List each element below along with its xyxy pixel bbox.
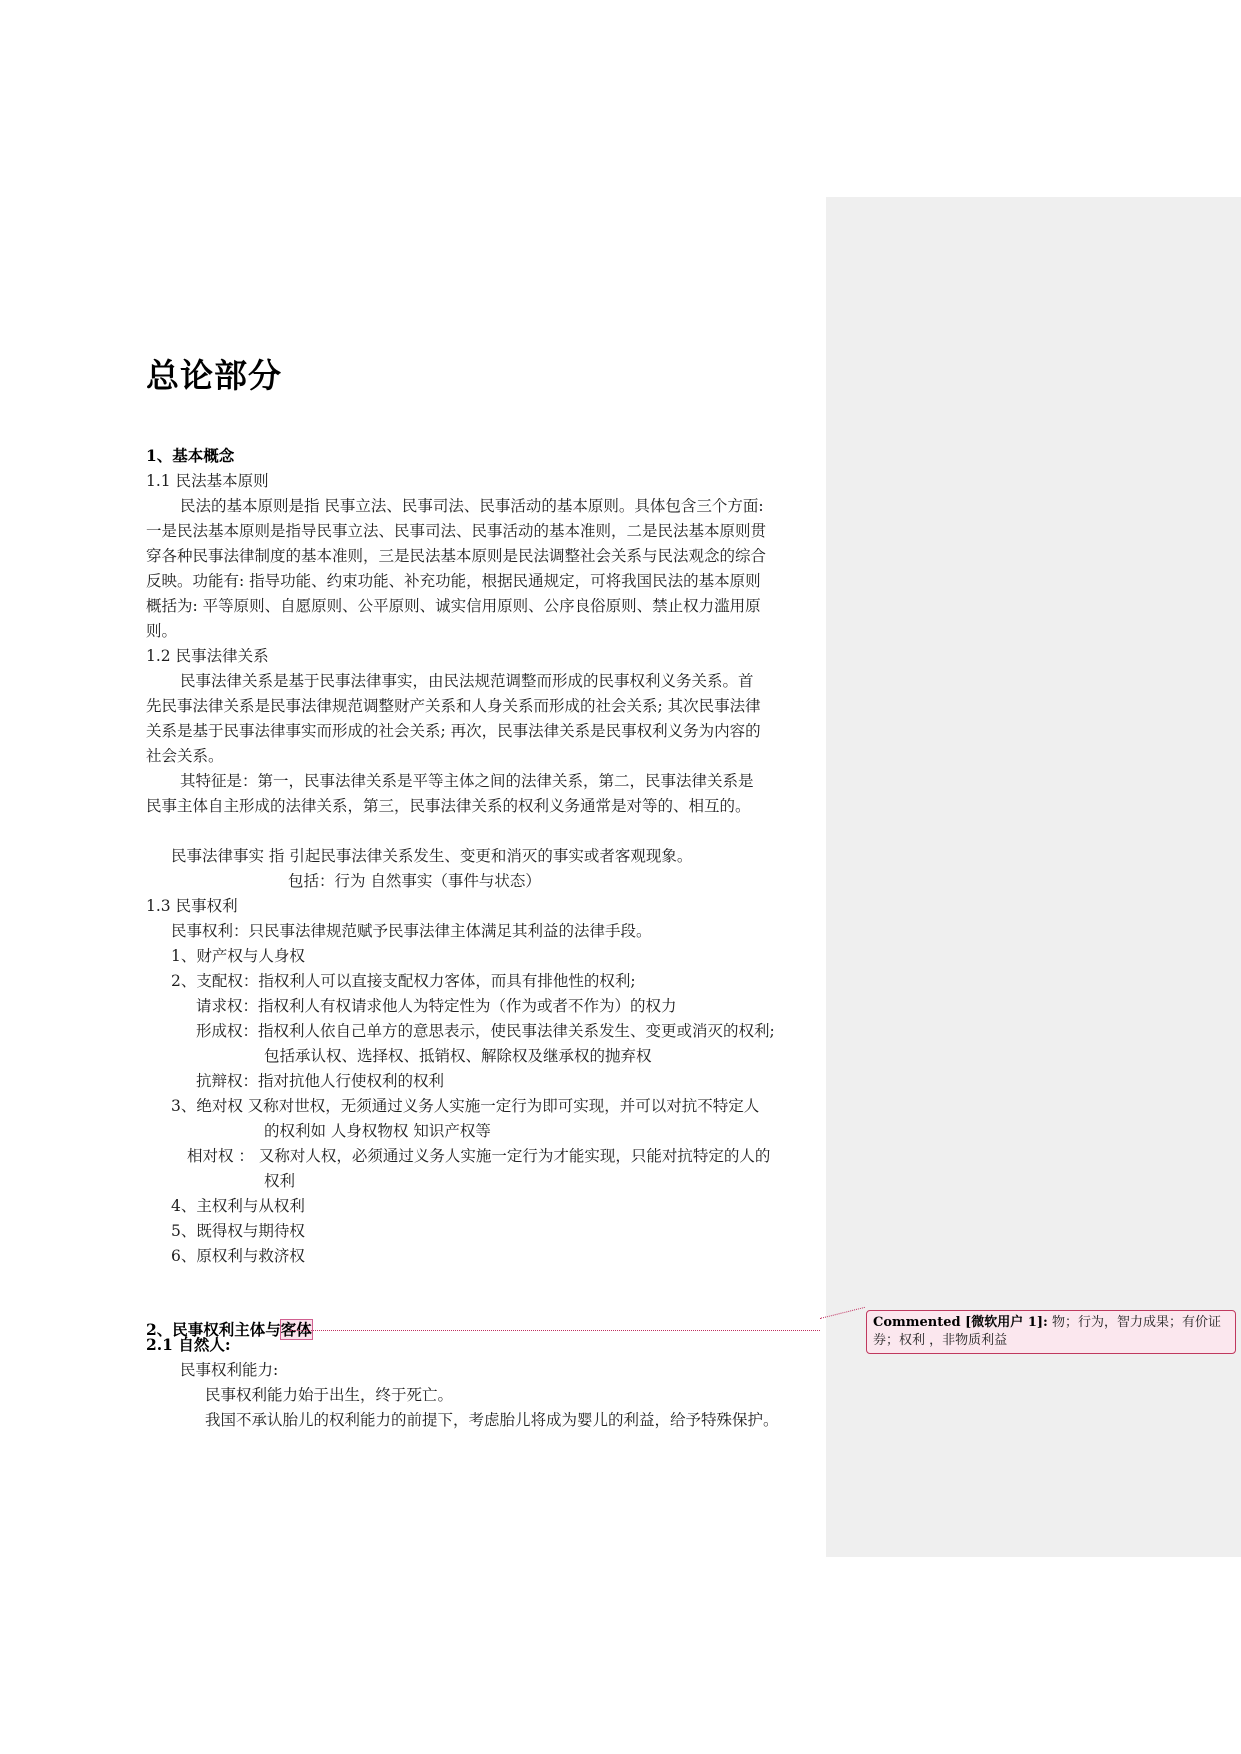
- text-line-p2c: 关系是基于民事法律事实而形成的社会关系; 再次，民事法律关系是民事权利义务为内容的: [146, 722, 761, 740]
- text-line-p5: 民事权利：只民事法律规范赋予民事法律主体满足其利益的法律手段。: [171, 922, 652, 940]
- text-line-p1f: 则。: [146, 622, 178, 640]
- text-line-l2: 2、支配权：指权利人可以直接支配权力客体，而具有排他性的权利;: [171, 972, 636, 990]
- text-line-l2c: 形成权：指权利人依自己单方的意思表示，使民事法律关系发生、变更或消灭的权利;: [196, 1022, 775, 1040]
- text-line-p4a: 民事法律事实 指 引起民事法律关系发生、变更和消灭的事实或者客观现象。: [171, 847, 693, 865]
- text-line-s21: 2.1 自然人:: [146, 1335, 231, 1354]
- text-line-p1d: 反映。功能有: 指导功能、约束功能、补充功能，根据民通规定，可将我国民法的基本原则: [146, 572, 761, 590]
- text-line-p2a: 民事法律关系是基于民事法律事实，由民法规范调整而形成的民事权利义务关系。首: [180, 672, 754, 690]
- text-line-l4: 4、主权利与从权利: [171, 1197, 305, 1215]
- text-line-l2e: 抗辩权：指对抗他人行使权利的权利: [196, 1072, 445, 1090]
- comment-anchor-text[interactable]: 客体: [280, 1320, 312, 1339]
- text-line-l3b: 的权利如 人身权物权 知识产权等: [264, 1122, 491, 1140]
- text-line-p3a: 其特征是：第一，民事法律关系是平等主体之间的法律关系，第二，民事法律关系是: [180, 772, 754, 790]
- text-line-l5: 5、既得权与期待权: [171, 1222, 305, 1240]
- text-line-l2b: 请求权：指权利人有权请求他人为特定性为（作为或者不作为）的权力: [196, 997, 677, 1015]
- text-line-l3: 3、绝对权 又称对世权，无须通过义务人实施一定行为即可实现，并可以对抗不特定人: [171, 1097, 760, 1115]
- comment-connector-line: [290, 1330, 820, 1331]
- text-line-p6a: 民事权利能力始于出生，终于死亡。: [205, 1386, 454, 1404]
- text-line-p3b: 民事主体自主形成的法律关系，第三，民事法律关系的权利义务通常是对等的、相互的。: [146, 797, 751, 815]
- comment-text: 物；行为，智力成果；有价证券；权利 ，非物质利益: [873, 1315, 1221, 1348]
- text-line-l1: 1、财产权与人身权: [171, 947, 305, 965]
- section-heading-2: [146, 1320, 312, 1340]
- text-line-p1e: 概括为: 平等原则、自愿原则、公平原则、诚实信用原则、公序良俗原则、禁止权力滥用原: [146, 597, 761, 615]
- text-line-l3c: 相对权 ： 又称对人权，必须通过义务人实施一定行为才能实现，只能对抗特定的人的: [187, 1147, 771, 1165]
- text-line-s12: 1.2 民事法律关系: [146, 647, 269, 665]
- text-line-p6: 民事权利能力:: [180, 1361, 279, 1379]
- document-title: 总论部分: [146, 356, 282, 395]
- text-line-p6b: 我国不承认胎儿的权利能力的前提下，考虑胎儿将成为婴儿的利益，给予特殊保护。: [205, 1411, 779, 1429]
- text-line-p1b: 一是民法基本原则是指导民事立法、民事司法、民事活动的基本准则，二是民法基本原则贯: [146, 522, 767, 540]
- comment-balloon[interactable]: [866, 1310, 1236, 1354]
- text-line-p2b: 先民事法律关系是民事法律规范调整财产关系和人身关系而形成的社会关系; 其次民事法律: [146, 697, 761, 715]
- text-line-s11: 1.1 民法基本原则: [146, 472, 269, 490]
- comment-author: Commented [微软用户 1]:: [873, 1315, 1048, 1330]
- text-line-s13: 1.3 民事权利: [146, 897, 238, 915]
- text-line-l3d: 权利: [264, 1172, 296, 1190]
- text-line-p2d: 社会关系。: [146, 747, 224, 765]
- text-line-h1: 1、基本概念: [146, 446, 235, 465]
- text-line-p1c: 穿各种民事法律制度的基本准则，三是民法基本原则是民法调整社会关系与民法观念的综合: [146, 547, 767, 565]
- heading-2-text: 2、民事权利主体与: [146, 1320, 281, 1339]
- text-line-l6: 6、原权利与救济权: [171, 1247, 305, 1265]
- text-line-p1a: 民法的基本原则是指 民事立法、民事司法、民事活动的基本原则。具体包含三个方面:: [180, 497, 764, 515]
- text-line-l2d: 包括承认权、选择权、抵销权、解除权及继承权的抛弃权: [264, 1047, 652, 1065]
- text-line-p4b: 包括：行为 自然事实（事件与状态）: [288, 872, 541, 890]
